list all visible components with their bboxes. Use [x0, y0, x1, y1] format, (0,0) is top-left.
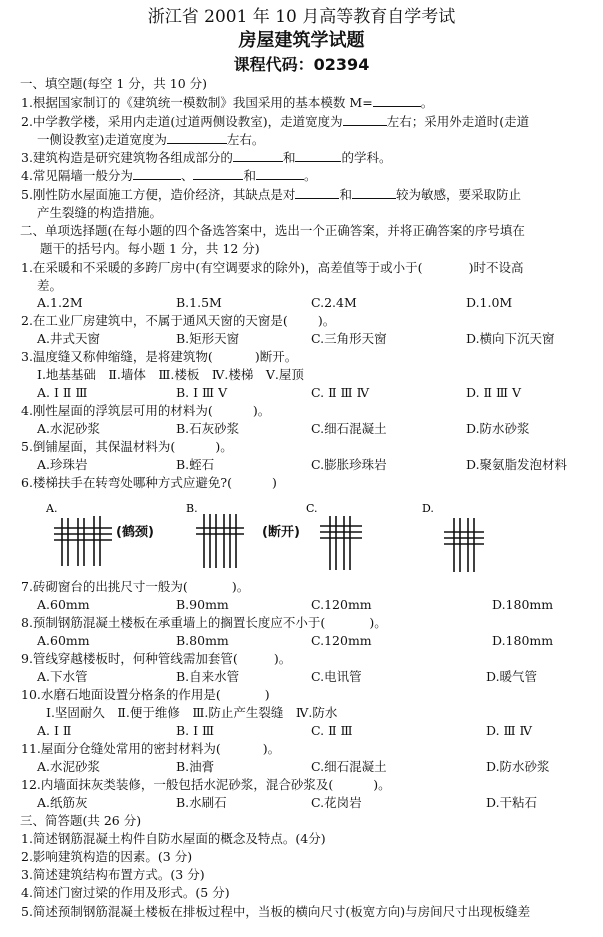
s3-q5: 5.简述预制钢筋混凝土楼板在排板过程中，当板的横向尺寸(板宽方向)与房间尺寸出现板缝差 [21, 904, 531, 919]
answer-blank [373, 94, 421, 107]
option-a: A.珍珠岩 [37, 457, 88, 472]
s2-q8-end: )。 [369, 615, 387, 630]
option-b: B.80mm [176, 633, 229, 648]
option-b: B.90mm [176, 597, 229, 612]
s2-q12-text: 12.内墙面抹灰类装修，一般包括水泥砂浆，混合砂浆及( [21, 777, 334, 792]
s3-q3: 3.简述建筑结构布置方式。(3 分) [21, 867, 205, 882]
s1-q2-text: 2.中学教学楼，采用内走道(过道两侧设教室)，走道宽度为 [21, 114, 343, 129]
option-d: D.1.0M [466, 295, 513, 310]
answer-blank [256, 167, 304, 180]
answer-blank [133, 167, 181, 180]
option-d: D.横向下沉天窗 [466, 331, 555, 346]
s2-q2 [21, 312, 335, 330]
s2-q1-text2: )时不设高 [468, 260, 524, 275]
option-d: D. Ⅲ Ⅳ [486, 723, 533, 738]
s2-q4 [21, 402, 270, 420]
option-a: A. Ⅰ Ⅱ Ⅲ [37, 385, 88, 400]
s3-q1: 1.简述钢筋混凝土构件自防水屋面的概念及特点。(4分) [21, 831, 326, 846]
s2-q7-end: )。 [231, 579, 250, 594]
s2-q7 [21, 578, 249, 596]
option-a: A.井式天窗 [37, 331, 101, 346]
option-c: C.细石混凝土 [311, 759, 387, 774]
s2-q8-text: 8.预制钢筋混凝土楼板在承重墙上的搁置长度应不小于( [21, 615, 326, 630]
s1-q2-text3: 一侧设教室)走道宽度为 [37, 132, 167, 147]
option-d: D.防水砂浆 [486, 759, 550, 774]
option-a: A. Ⅰ Ⅱ [37, 723, 72, 738]
option-c: C.三角形天窗 [311, 331, 387, 346]
s3-q4: 4.简述门窗过梁的作用及形式。(5 分) [21, 885, 230, 900]
s2-q2-end: )。 [317, 313, 336, 328]
option-a: A.1.2M [37, 295, 83, 310]
s2-q11-end: )。 [262, 741, 281, 756]
s1-q4-end: 。 [303, 168, 317, 183]
option-c: C.花岗岩 [311, 795, 362, 810]
option-c: C.2.4M [311, 295, 357, 310]
s1-q2 [21, 113, 529, 131]
s1-q5-text: 5.刚性防水屋面施工方便，造价经济，其缺点是对 [21, 187, 296, 202]
option-d: D. Ⅱ Ⅲ Ⅴ [466, 385, 522, 400]
answer-blank [352, 186, 396, 199]
option-a: A.水泥砂浆 [37, 759, 101, 774]
section-2-title-cont: 题干的括号内。每小题 1 分，共 12 分) [40, 241, 260, 256]
option-a: A.60mm [37, 633, 90, 648]
s1-q3-end: 的学科。 [341, 150, 392, 165]
s2-q1-text: 1.在采暖和不采暖的多跨厂房中(有空调要求的除外)，高差值等于或小于( [21, 260, 423, 275]
answer-blank [193, 167, 243, 180]
section-2-title: 二、单项选择题(在每小题的四个备选答案中，选出一个正确答案，并将正确答案的序号填在 [20, 223, 525, 238]
s1-q1-text: 1.根据国家制订的《建筑统一模数制》我国采用的基本模数 M= [21, 95, 373, 110]
option-b: B.油膏 [176, 759, 215, 774]
s2-q11-text: 11.屋面分仓缝处常用的密封材料为( [21, 741, 221, 756]
answer-blank [295, 186, 339, 199]
s2-q4-end: )。 [252, 403, 271, 418]
option-b: B.水刷石 [176, 795, 227, 810]
s1-q4-sep: 、 [180, 168, 194, 183]
figure-label-d: D. [422, 502, 434, 515]
option-b: B.矩形天窗 [176, 331, 240, 346]
s1-q5-text2: 较为敏感，要采取防止 [395, 187, 521, 202]
s1-q5-and: 和 [339, 187, 352, 202]
s2-q3-end: )断开。 [254, 349, 298, 364]
answer-blank [295, 149, 341, 162]
answer-blank [233, 149, 283, 162]
option-b: B.自来水管 [176, 669, 240, 684]
s2-q6-end: ) [272, 475, 277, 490]
handrail-figure-d [418, 498, 518, 578]
option-a: A.纸筋灰 [37, 795, 88, 810]
s2-q6-text: 6.楼梯扶手在转弯处哪种方式应避免?( [21, 475, 233, 490]
figure-label-a: A. [46, 502, 58, 515]
option-b: B.石灰砂浆 [176, 421, 240, 436]
figure-label-c: C. [306, 502, 318, 515]
answer-blank [167, 131, 227, 144]
option-d: D.防水砂浆 [466, 421, 530, 436]
s3-q2: 2.影响建筑构造的因素。(3 分) [21, 849, 193, 864]
s2-q4-text: 4.刚性屋面的浮筑层可用的材料为( [21, 403, 213, 418]
option-a: A.水泥砂浆 [37, 421, 101, 436]
s1-q4 [21, 167, 316, 185]
s1-q3-text: 3.建筑构造是研究建筑物各组成部分的 [21, 150, 233, 165]
s2-q9-end: )。 [273, 651, 292, 666]
option-c: C. Ⅱ Ⅲ Ⅳ [311, 385, 370, 400]
s2-q11 [21, 740, 280, 758]
option-c: C.电讯管 [311, 669, 362, 684]
s2-q8 [21, 614, 387, 632]
s2-q9-text: 9.管线穿越楼板时，何种管线需加套管( [21, 651, 238, 666]
option-b: B. Ⅰ Ⅲ Ⅴ [176, 385, 228, 400]
s2-q1-cont: 差。 [37, 278, 63, 293]
s2-q3 [21, 348, 297, 366]
s2-q3-text: 3.温度缝又称伸缩缝，是将建筑物( [21, 349, 213, 364]
figure-note-a: (鹤颈) [116, 525, 154, 540]
s2-q5-text: 5.倒铺屋面，其保温材料为( [21, 439, 176, 454]
option-a: A.下水管 [37, 669, 88, 684]
s1-q2-text2: 左右；采用外走道时(走道 [386, 114, 530, 129]
option-c: C.膨胀珍珠岩 [311, 457, 387, 472]
option-d: D.暖气管 [486, 669, 538, 684]
figure-note-b: (断开) [262, 525, 300, 540]
section-1-title: 一、填空题(每空 1 分，共 10 分) [20, 76, 208, 91]
s2-q5 [21, 438, 233, 456]
paper-title: 房屋建筑学试题 [238, 30, 365, 51]
option-b: B.蛭石 [176, 457, 215, 472]
option-c: C.120mm [311, 597, 372, 612]
s1-q3 [21, 149, 391, 167]
s1-q4-text: 4.常见隔墙一般分为 [21, 168, 133, 183]
s1-q4-and: 和 [243, 168, 256, 183]
s1-q5 [21, 186, 521, 204]
s2-q12-end: )。 [373, 777, 391, 792]
s2-q10 [21, 686, 270, 704]
option-c: C.120mm [311, 633, 372, 648]
s2-q12 [21, 776, 391, 794]
s2-q2-text: 2.在工业厂房建筑中，不属于通风天窗的天窗是( [21, 313, 288, 328]
s2-q3-items: Ⅰ.地基基础 Ⅱ.墙体 Ⅲ.楼板 Ⅳ.楼梯 Ⅴ.屋顶 [37, 367, 304, 382]
option-c: C.细石混凝土 [311, 421, 387, 436]
handrail-figure-c [300, 498, 400, 578]
option-d: D.聚氨脂发泡材料 [466, 457, 568, 472]
s2-q10-end: ) [264, 687, 270, 702]
answer-blank [343, 113, 387, 126]
option-c: C. Ⅱ Ⅲ [311, 723, 353, 738]
s2-q1 [21, 259, 523, 277]
s2-q7-text: 7.砖砌窗台的出挑尺寸一般为( [21, 579, 188, 594]
s2-q6 [21, 474, 277, 492]
figure-label-b: B. [186, 502, 198, 515]
option-b: B.1.5M [176, 295, 222, 310]
option-d: D.180mm [492, 633, 554, 648]
option-a: A.60mm [37, 597, 90, 612]
s1-q5-cont: 产生裂缝的构造措施。 [37, 205, 163, 220]
s1-q3-and: 和 [282, 150, 296, 165]
s2-q5-end: )。 [215, 439, 233, 454]
course-code: 课程代码：02394 [233, 55, 370, 74]
option-b: B. Ⅰ Ⅲ [176, 723, 215, 738]
section-3-title: 三、简答题(共 26 分) [20, 813, 142, 828]
option-d: D.180mm [492, 597, 554, 612]
s1-q1-end: 。 [420, 95, 434, 110]
s2-q9 [21, 650, 291, 668]
s1-q2-end: 左右。 [226, 132, 265, 147]
s1-q1 [21, 94, 433, 112]
s2-q10-text: 10.水磨石地面设置分格条的作用是( [21, 687, 221, 702]
exam-title: 浙江省 2001 年 10 月高等教育自学考试 [147, 7, 456, 27]
option-d: D.干粘石 [486, 795, 538, 810]
s2-q10-items: Ⅰ.坚固耐久 Ⅱ.便于维修 Ⅲ.防止产生裂缝 Ⅳ.防水 [46, 705, 338, 720]
s1-q2-cont [37, 131, 264, 149]
